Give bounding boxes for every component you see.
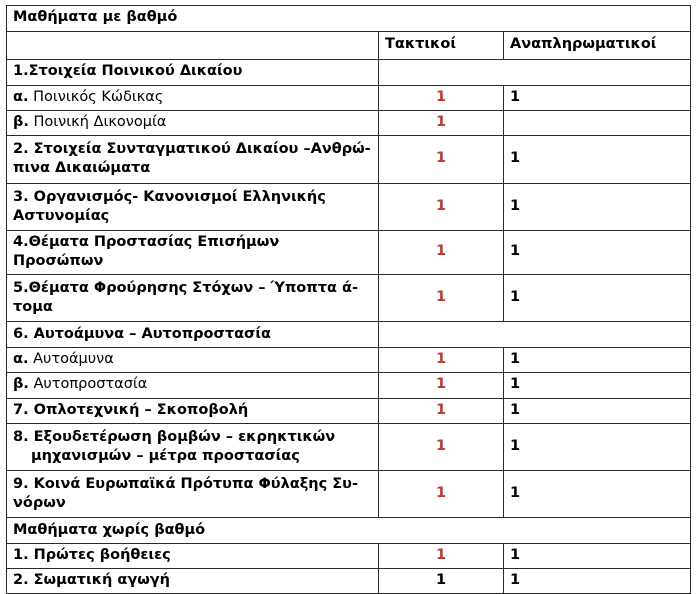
value-regular: 1 bbox=[379, 423, 504, 470]
value-alternate: 1 bbox=[504, 373, 691, 398]
section-empty-cells bbox=[379, 322, 691, 348]
table-row bbox=[7, 275, 691, 322]
value-regular: 1 bbox=[379, 398, 504, 423]
course-label-text: Αυτοάμυνα bbox=[28, 351, 114, 368]
section-label: 6. Αυτοάμυνα – Αυτοπροστασία bbox=[7, 322, 379, 348]
course-label-prefix: β. bbox=[13, 376, 29, 393]
value-regular: 1 bbox=[379, 544, 504, 569]
course-label-text: Ποινικός Κώδικας bbox=[28, 89, 164, 105]
table-title: Μαθήματα με βαθμό bbox=[7, 6, 691, 32]
value-regular: 1 bbox=[379, 183, 504, 230]
table-header-row bbox=[7, 32, 691, 60]
course-label-text: Ποινική Δικονομία bbox=[28, 114, 167, 131]
value-alternate: 1 bbox=[504, 569, 691, 594]
column-header-regular: Τακτικοί bbox=[379, 32, 504, 60]
table-row bbox=[7, 373, 691, 398]
course-label bbox=[7, 470, 379, 517]
course-label-text: 5.Θέματα Φρούρησης Στόχων – Ύποπτα ά- bbox=[13, 280, 358, 296]
table-title-row bbox=[7, 6, 691, 32]
table-row bbox=[7, 136, 691, 183]
section-empty-cells bbox=[379, 60, 691, 86]
table-row bbox=[7, 398, 691, 423]
value-regular: 1 bbox=[379, 569, 504, 594]
course-label bbox=[7, 136, 379, 183]
course-label-text: 4.Θέματα Προστασίας Επισήμων Προσώπων bbox=[13, 233, 280, 269]
value-alternate: 1 bbox=[504, 183, 691, 230]
table-row bbox=[7, 322, 691, 348]
value-regular: 1 bbox=[379, 373, 504, 398]
column-header-alternate: Αναπληρωματικοί bbox=[504, 32, 691, 60]
course-label-prefix: β. bbox=[13, 114, 29, 131]
table-row bbox=[7, 111, 691, 136]
value-alternate: 1 bbox=[504, 423, 691, 470]
table-row bbox=[7, 230, 691, 274]
value-alternate: 1 bbox=[504, 470, 691, 517]
course-label bbox=[7, 373, 379, 398]
value-regular: 1 bbox=[379, 275, 504, 322]
value-regular: 1 bbox=[379, 470, 504, 517]
course-label-text: 7. Οπλοτεχνική – Σκοποβολή bbox=[13, 401, 249, 418]
course-label-text: 1. Πρώτες βοήθειες bbox=[13, 547, 171, 564]
table-row bbox=[7, 569, 691, 594]
value-regular: 1 bbox=[379, 136, 504, 183]
section-banner-label: Μαθήματα χωρίς βαθμό bbox=[7, 518, 691, 544]
value-regular: 1 bbox=[379, 230, 504, 274]
column-header-label bbox=[7, 32, 379, 60]
table-row bbox=[7, 470, 691, 517]
course-label bbox=[7, 348, 379, 373]
course-label bbox=[7, 569, 379, 594]
course-label-text: 2. Σωματική αγωγή bbox=[13, 572, 171, 589]
value-regular: 1 bbox=[379, 111, 504, 136]
value-alternate: 1 bbox=[504, 275, 691, 322]
value-regular: 1 bbox=[379, 86, 504, 111]
course-label bbox=[7, 183, 379, 230]
course-label bbox=[7, 275, 379, 322]
course-label-text-line2: μηχανισμών – μέτρα προστασίας bbox=[31, 447, 300, 464]
table-row bbox=[7, 86, 691, 111]
course-label-text-line2: νόρων bbox=[13, 495, 66, 511]
course-label-text: Αυτοπροστασία bbox=[28, 376, 148, 393]
course-label bbox=[7, 111, 379, 136]
course-label-text-line2: τομα bbox=[13, 299, 53, 316]
course-label-prefix: α. bbox=[13, 351, 29, 368]
course-label-text-line2: πινα Δικαιώματα bbox=[13, 160, 151, 177]
value-alternate: 1 bbox=[504, 348, 691, 373]
course-label bbox=[7, 230, 379, 274]
value-alternate: 1 bbox=[504, 398, 691, 423]
table-row bbox=[7, 518, 691, 544]
course-label-text: 3. Οργανισμός- Κανονισμοί Ελληνικής bbox=[13, 188, 326, 205]
value-alternate: 1 bbox=[504, 230, 691, 274]
table-row bbox=[7, 348, 691, 373]
course-label-text-line2: Αστυνομίας bbox=[13, 207, 110, 224]
value-alternate: 1 bbox=[504, 544, 691, 569]
value-alternate bbox=[504, 111, 691, 136]
course-label bbox=[7, 398, 379, 423]
course-label-prefix: α. bbox=[13, 89, 29, 105]
course-label bbox=[7, 423, 379, 470]
table-row bbox=[7, 183, 691, 230]
course-label bbox=[7, 544, 379, 569]
course-label bbox=[7, 86, 379, 111]
value-regular: 1 bbox=[379, 348, 504, 373]
table-row bbox=[7, 423, 691, 470]
table-row bbox=[7, 60, 691, 86]
value-alternate: 1 bbox=[504, 86, 691, 111]
section-label: 1.Στοιχεία Ποινικού Δικαίου bbox=[7, 60, 379, 86]
table-row bbox=[7, 544, 691, 569]
table-body bbox=[7, 6, 691, 594]
course-label-text: 8. Εξουδετέρωση βομβών – εκρηκτικών bbox=[13, 428, 336, 445]
course-label-text: 2. Στοιχεία Συνταγματικού Δικαίου –Ανθρώ- bbox=[13, 141, 371, 158]
grades-table bbox=[6, 5, 691, 594]
value-alternate: 1 bbox=[504, 136, 691, 183]
course-label-text: 9. Κοινά Ευρωπαϊκά Πρότυπα Φύλαξης Συ- bbox=[13, 475, 358, 492]
